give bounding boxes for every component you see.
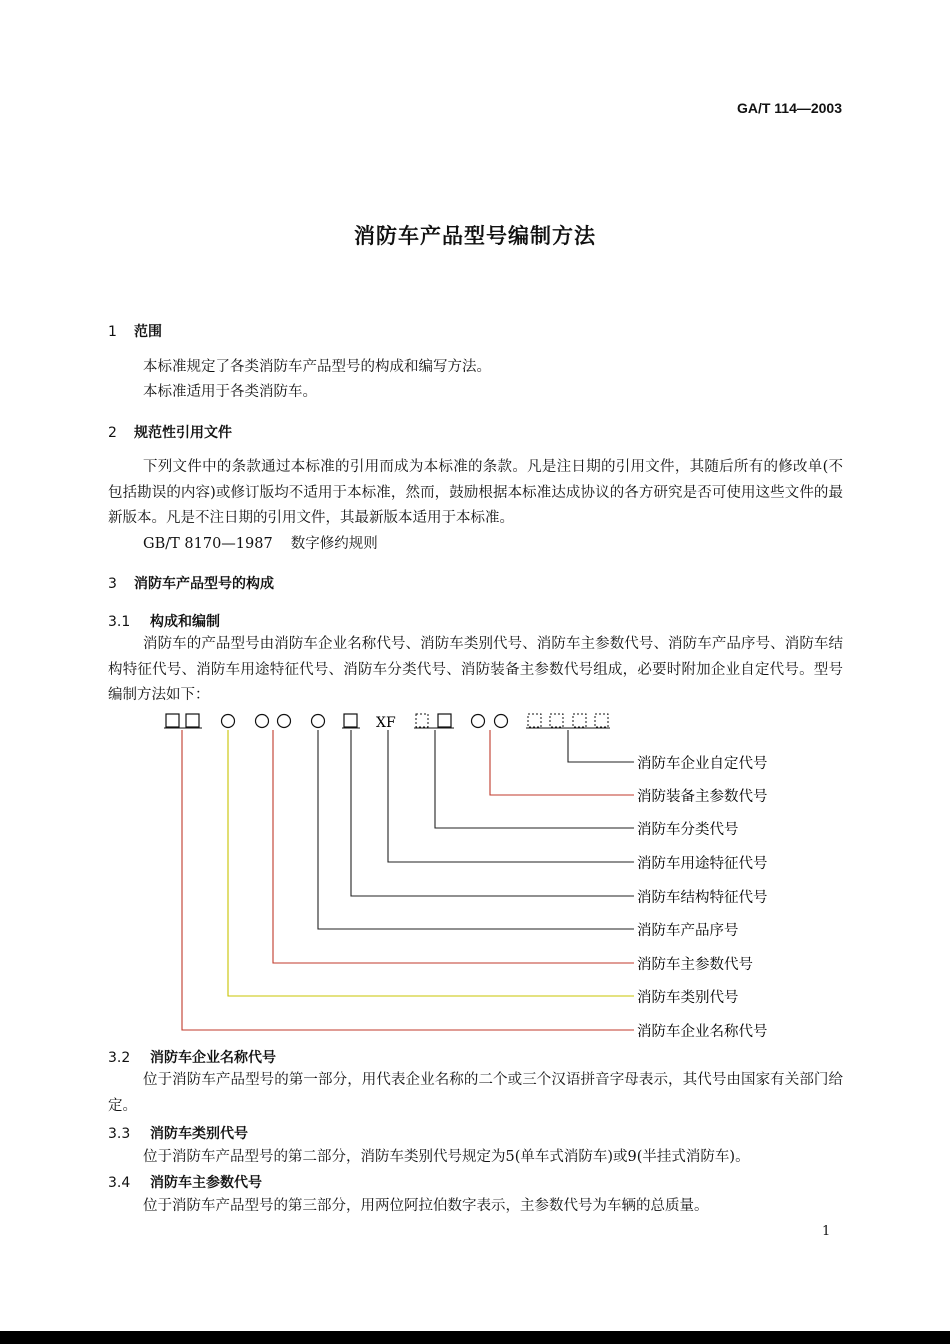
bottom-edge-bar	[0, 1331, 950, 1344]
section-3-2-heading: 3.2 消防车企业名称代号	[108, 1050, 276, 1066]
reference-title: 数字修约规则	[290, 536, 378, 552]
structure-code-box	[342, 714, 360, 728]
label-category: 消防车类别代号	[637, 990, 739, 1006]
section-3-1-heading: 3.1 构成和编制	[108, 614, 220, 630]
section-1-heading: 1 范围	[108, 324, 162, 340]
product-serial-circle	[312, 715, 325, 728]
section-3-heading: 3 消防车产品型号的构成	[108, 576, 274, 592]
leader-usage-feature	[388, 730, 634, 862]
main-param-circles	[256, 715, 291, 728]
page-title: 消防车产品型号编制方法	[354, 224, 596, 248]
section-1-para-1: 本标准规定了各类消防车产品型号的构成和编写方法。	[143, 359, 491, 375]
model-number-diagram	[0, 700, 950, 1045]
section-2-heading: 2 规范性引用文件	[108, 425, 232, 441]
xf-usage-code: XF	[376, 715, 396, 731]
leader-structure-feature	[351, 730, 634, 896]
label-main-param: 消防车主参数代号	[637, 957, 753, 973]
leader-product-serial	[318, 730, 634, 929]
classification-code-boxes	[414, 714, 454, 728]
section-2-para-1: 下列文件中的条款通过本标准的引用而成为本标准的条款。凡是注日期的引用文件，其随后所有的修改单(不包括勘误的内容)或修订版均不适用于本标准，然而，鼓励根据本标准达成协议的各方研究是否可使用这些文件的最新版本。凡是不注日期的引用文件，其最新版本适用于本标准。	[108, 459, 843, 526]
section-3-2-para-1: 位于消防车产品型号的第一部分，用代表企业名称的二个或三个汉语拼音字母表示，其代号由国家有关部门给定。	[108, 1072, 843, 1114]
page-number: 1	[822, 1224, 831, 1239]
leader-custom-code	[568, 730, 634, 762]
normative-reference	[143, 532, 378, 558]
enterprise-code-boxes	[164, 714, 202, 728]
leader-enterprise-name	[182, 730, 634, 1030]
label-usage-feature: 消防车用途特征代号	[637, 856, 768, 872]
section-3-3-para-1: 位于消防车产品型号的第二部分，消防车类别代号规定为5(单车式消防车)或9(半挂式消防车)。	[143, 1149, 750, 1165]
label-custom-code: 消防车企业自定代号	[637, 756, 768, 772]
label-enterprise-name: 消防车企业名称代号	[637, 1024, 768, 1040]
section-3-1-para-1: 消防车的产品型号由消防车企业名称代号、消防车类别代号、消防车主参数代号、消防车产品序号、消防车结构特征代号、消防车用途特征代号、消防车分类代号、消防装备主参数代号组成，必要时附加企业自定代号。型号编制方法如下：	[108, 636, 843, 703]
section-1-para-2: 本标准适用于各类消防车。	[143, 384, 317, 400]
label-equipment-param: 消防装备主参数代号	[637, 789, 768, 805]
equipment-param-circles	[472, 715, 508, 728]
section-3-4-para-1: 位于消防车产品型号的第三部分，用两位阿拉伯数字表示，主参数代号为车辆的总质量。	[143, 1198, 709, 1214]
section-3-3-heading: 3.3 消防车类别代号	[108, 1126, 248, 1142]
section-3-4-heading: 3.4 消防车主参数代号	[108, 1175, 262, 1191]
reference-code: GB/T 8170—1987	[143, 536, 273, 552]
custom-code-boxes	[526, 714, 610, 728]
label-product-serial: 消防车产品序号	[637, 923, 739, 939]
leader-main-param	[273, 730, 634, 963]
leader-category	[228, 730, 634, 996]
label-structure-feature: 消防车结构特征代号	[637, 890, 768, 906]
standard-code: GA/T 114—2003	[736, 100, 842, 116]
leader-classification	[435, 730, 634, 828]
label-classification: 消防车分类代号	[637, 822, 739, 838]
category-code-circle	[222, 715, 235, 728]
